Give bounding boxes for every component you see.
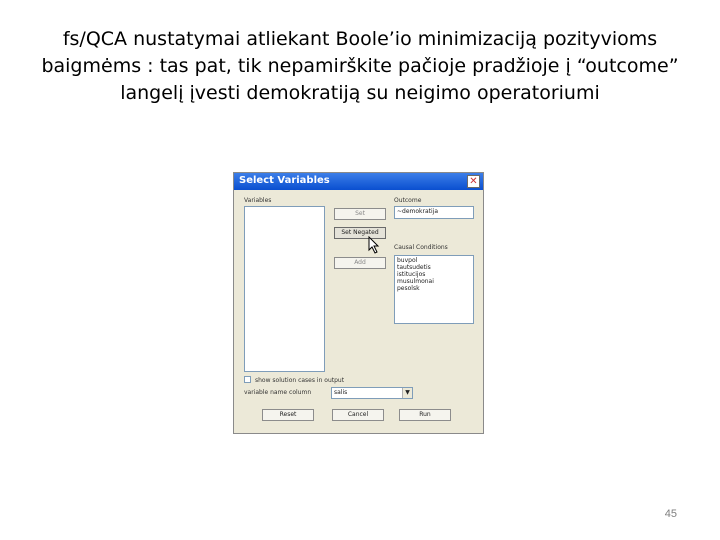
causal-condition-item[interactable]: musulmonai xyxy=(397,278,434,285)
causal-condition-item[interactable]: buvpol xyxy=(397,257,418,264)
causal-conditions-label: Causal Conditions xyxy=(394,244,448,251)
variables-list[interactable] xyxy=(244,206,325,372)
causal-condition-item[interactable]: tautsudetis xyxy=(397,264,431,271)
causal-conditions-list[interactable] xyxy=(394,255,474,324)
variable-name-label: variable name column xyxy=(244,389,312,396)
cancel-button[interactable]: Cancel xyxy=(332,409,384,421)
dialog-titlebar[interactable] xyxy=(234,173,483,190)
reset-button[interactable]: Reset xyxy=(262,409,314,421)
page-number: 45 xyxy=(664,508,677,520)
mouse-cursor-icon xyxy=(368,236,380,254)
show-solution-label: show solution cases in output xyxy=(255,377,345,384)
show-solution-checkbox[interactable] xyxy=(244,376,251,383)
slide-title-line-1: fs/QCA nustatymai atliekant Boole’io minimizaciją pozityvioms xyxy=(62,28,658,50)
slide-title xyxy=(30,26,690,107)
outcome-field[interactable]: ~demokratija xyxy=(394,206,474,219)
set-negated-button[interactable]: Set Negated xyxy=(334,227,386,239)
slide-title-line-2: baigmėms : tas pat, tik nepamirškite pačioje pradžioje į “outcome” xyxy=(41,55,679,77)
dialog-title: Select Variables xyxy=(239,175,330,186)
variable-name-value: salis xyxy=(334,389,348,396)
variables-label: Variables xyxy=(244,197,272,204)
close-icon[interactable]: ✕ xyxy=(467,175,480,188)
add-button[interactable]: Add xyxy=(334,257,386,269)
select-variables-dialog xyxy=(233,172,484,434)
set-button[interactable]: Set xyxy=(334,208,386,220)
slide-title-line-3: langelį įvesti demokratiją su neigimo operatoriumi xyxy=(120,82,600,104)
outcome-label: Outcome xyxy=(394,197,422,204)
causal-condition-item[interactable]: pesolsk xyxy=(397,285,420,292)
variable-name-select[interactable] xyxy=(331,387,413,399)
chevron-down-icon[interactable]: ▼ xyxy=(402,388,412,398)
causal-condition-item[interactable]: istitucijos xyxy=(397,271,426,278)
run-button[interactable]: Run xyxy=(399,409,451,421)
